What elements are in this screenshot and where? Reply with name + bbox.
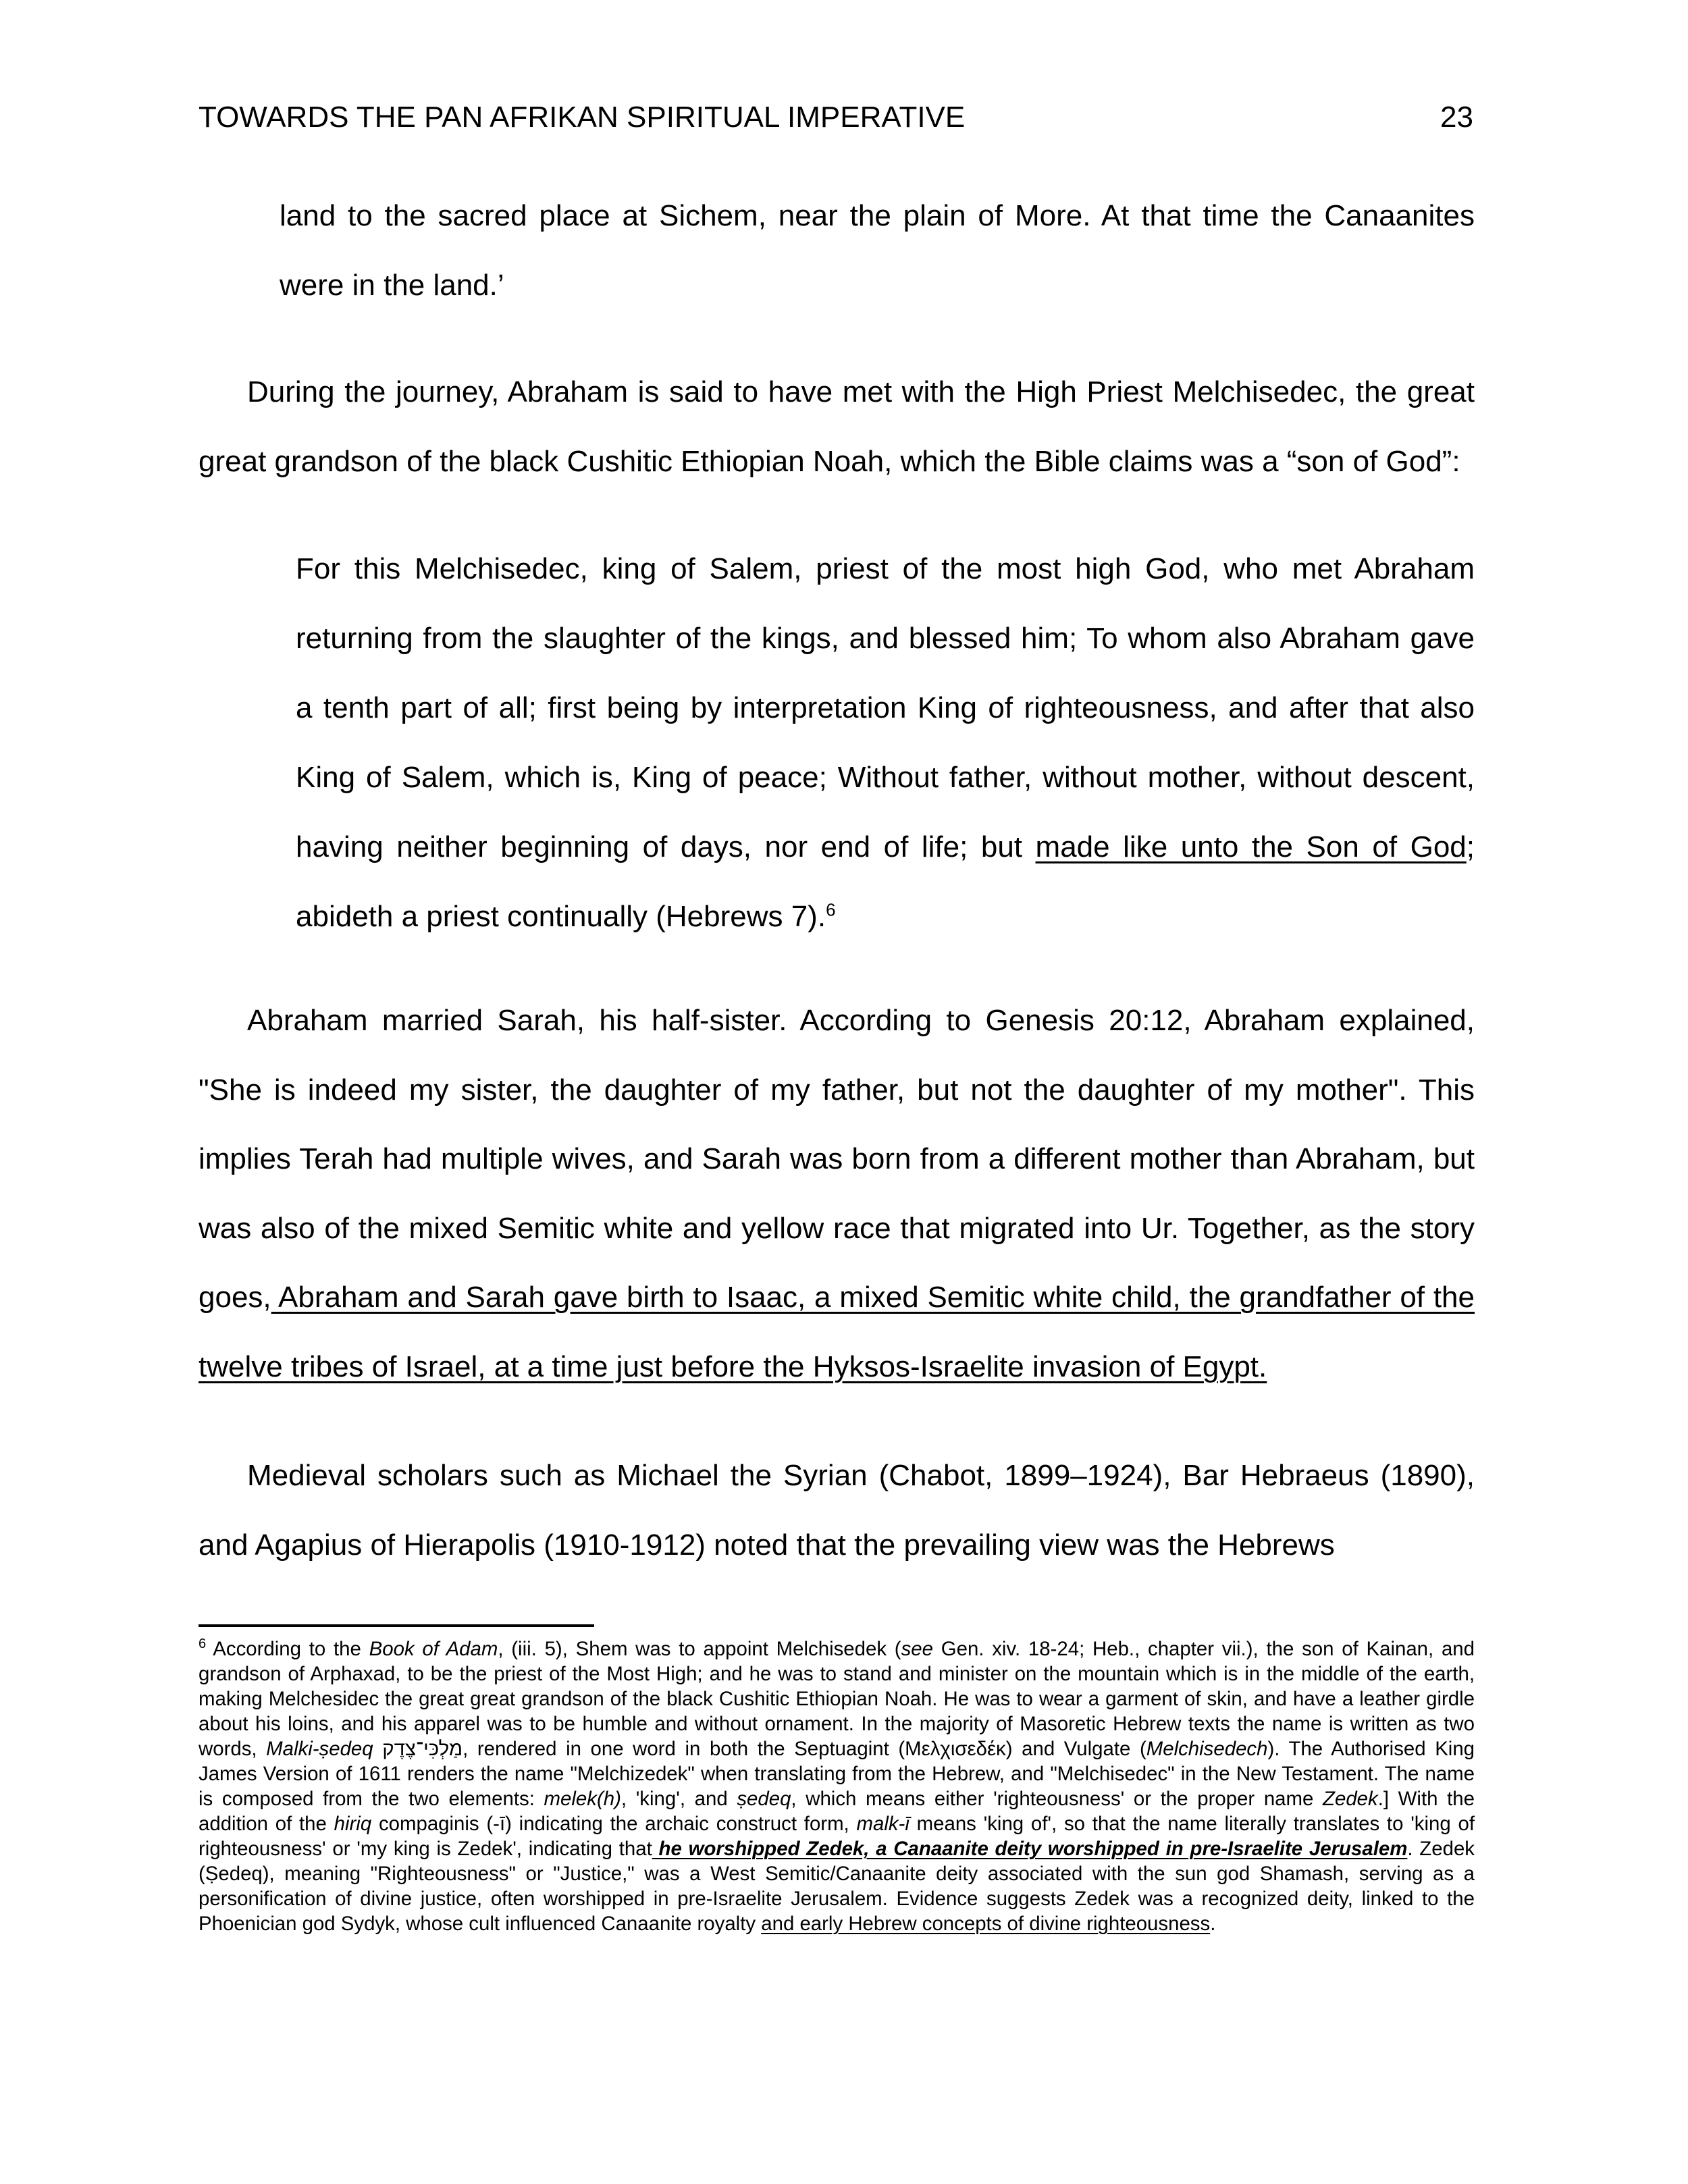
header-title: TOWARDS THE PAN AFRIKAN SPIRITUAL IMPERATIVE [199,101,966,134]
fn-text: According to the [206,1638,369,1660]
footnote-number: 6 [199,1636,207,1652]
fn-italic: Melchisedech [1146,1738,1268,1760]
fn-italic: ṣedeq [737,1788,791,1810]
fn-text: , 'king', and [621,1788,737,1810]
paragraph-medieval-scholars: Medieval scholars such as Michael the Syrian (Chabot, 1899–1924), Bar Hebraeus (1890), and Agapius of Hierapolis (1910-1912) noted that the prevailing view was the Hebrews [199,1459,1475,1562]
footnote-reference[interactable]: 6 [826,899,836,920]
fn-text: . [1210,1913,1216,1935]
quote-text-end: ; abideth a priest continually (Hebrews 7). [296,830,1475,933]
fn-underlined: and early Hebrew concepts of divine righteousness [761,1913,1211,1935]
block-quote-hebrews [296,534,1475,951]
fn-italic: malk-ī [856,1813,909,1835]
fn-text: , which means either 'righteousness' or the proper name [791,1788,1323,1810]
quote-text: For this Melchisedec, king of Salem, priest of the most high God, who met Abraham returning from the slaughter of the kings, and blessed him; To whom also Abraham gave a tenth part of all; first being by interpretation King of righteousness, and after that also King of Salem, which is, King of peace; Without father, without mother, without descent, having neither beginning of days, nor end of life; but [296,552,1475,863]
fn-text: compaginis (-ī) indicating the archaic construct form, [371,1813,857,1835]
fn-italic: Book of Adam [369,1638,498,1660]
fn-italic: Malki-ṣedeq [266,1738,373,1760]
fn-italic: hiriq [334,1813,372,1835]
fn-text: , (iii. 5), Shem was to appoint Melchisedek ( [498,1638,901,1660]
sarah-underlined-passage: Abraham and Sarah gave birth to Isaac, a mixed Semitic white child, the grandfather of the twelve tribes of Israel, at a time just before the Hyksos-Israelite invasion of Egypt. [199,1281,1475,1383]
fn-text: . Zedek (Ṣedeq), meaning "Righteousness" or "Justice," was a West Semitic/Canaanite deity associated with the sun god Shamash, serving as a personification of divine justice, often worshipped in pre-Israelite Jerusalem. Evidence suggests Zedek was a recognized deity, linked to the Phoenician god Sydyk, whose cult influenced Canaanite royalty [199,1838,1475,1935]
fn-text: מַלְכִּי־צֶדֶק, rendered in one word in both the Septuagint (Μελχισεδέκ) and Vulgate ( [373,1738,1146,1760]
footnote-separator [199,1624,594,1627]
fn-text: .] With the addition of the [199,1788,1475,1835]
sarah-text: Abraham married Sarah, his half-sister. According to Genesis 20:12, Abraham explained, "She is indeed my sister, the daughter of my father, but not the daughter of my mother". This implies Terah had multiple wives, and Sarah was born from a different mother than Abraham, but was also of the mixed Semitic white and yellow race that migrated into Ur. Together, as the story goes, [199,1004,1475,1314]
paragraph-journey: During the journey, Abraham is said to have met with the High Priest Melchisedec, the great great grandson of the black Cushitic Ethiopian Noah, which the Bible claims was a “son of God”: [199,375,1475,478]
page-number: 23 [1440,101,1473,134]
fn-text: ). The Authorised King James Version of 1611 renders the name "Melchizedek" when translating from the Hebrew, and "Melchisedec" in the New Testament. The name is composed from the two elements: [199,1738,1475,1810]
fn-text: Gen. xiv. 18-24; Heb., chapter vii.), the son of Kainan, and grandson of Arphaxad, to be the priest of the Most High; and he was to stand and minister on the mountain which is in the middle of the earth, making Melchesidec the great great grandson of the black Cushitic Ethiopian Noah. He was to wear a garment of skin, and have a leather girdle about his loins, and his apparel was to be humble and without ornament. In the majority of Masoretic Hebrew texts the name is written as two words, [199,1638,1475,1760]
footnote-6 [199,1636,1475,1936]
paragraph-sarah [199,986,1475,1402]
fn-underlined-bold-italic: he worshipped Zedek, a Canaanite deity worshipped in pre-Israelite Jerusalem [652,1838,1408,1860]
fn-text: means 'king of', so that the name literally translates to 'king of righteousness' or 'my king is Zedek', indicating that [199,1813,1475,1860]
fn-italic: Zedek [1323,1788,1378,1810]
fn-italic: melek(h) [544,1788,621,1810]
continued-quotation: land to the sacred place at Sichem, near the plain of More. At that time the Canaanites were in the land.’ [280,199,1475,302]
fn-italic: see [901,1638,933,1660]
running-header [199,99,1473,136]
quote-underlined-phrase: made like unto the Son of God [1035,830,1467,863]
